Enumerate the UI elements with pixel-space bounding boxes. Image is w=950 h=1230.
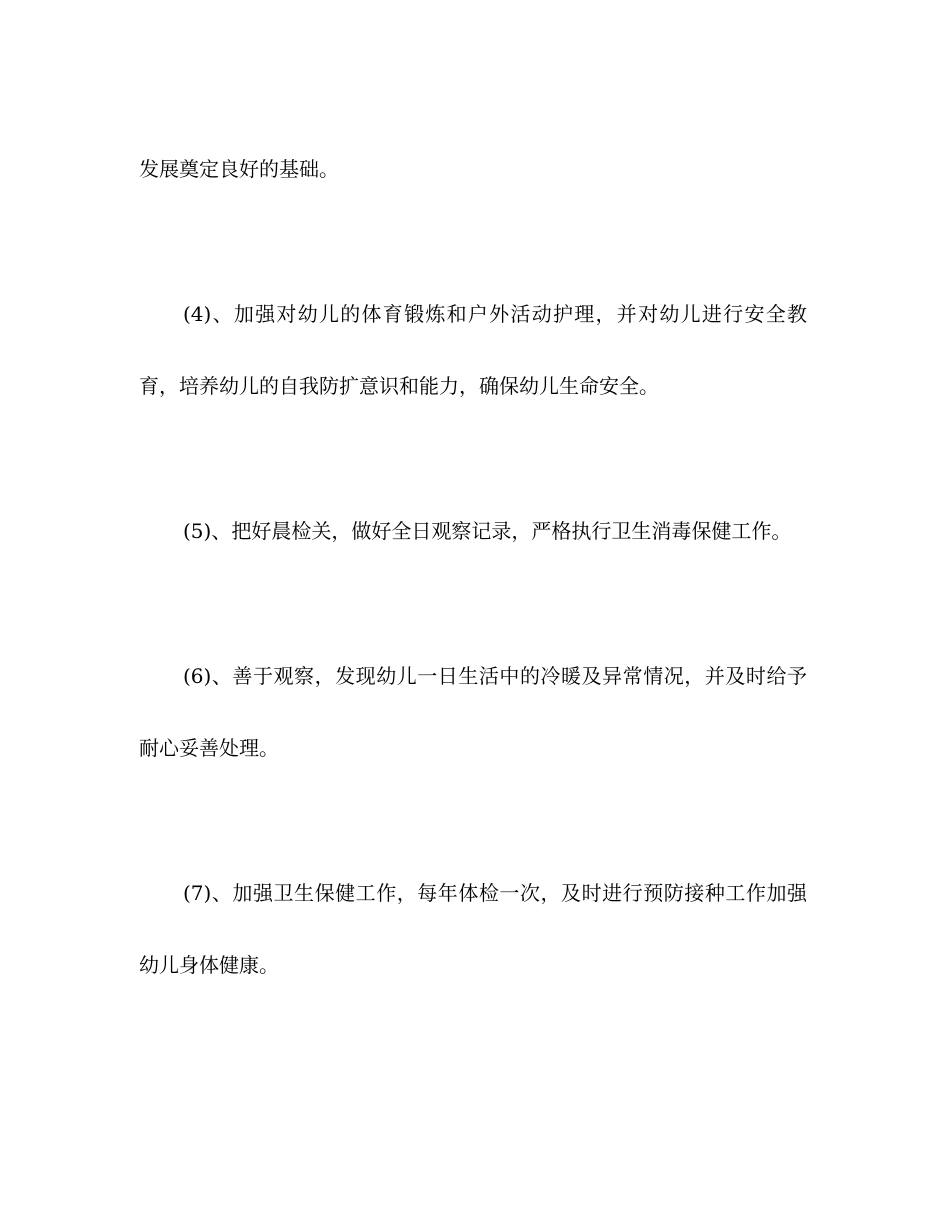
paragraph-item-4: (4)、加强对幼儿的体育锻炼和户外活动护理，并对幼儿进行安全教育，培养幼儿的自我防扩意识和能力，确保幼儿生命安全。 xyxy=(139,302,807,398)
paragraph-item-7: (7)、加强卫生保健工作，每年体检一次，及时进行预防接种工作加强幼儿身体健康。 xyxy=(139,881,807,977)
paragraph-continuation: 发展奠定良好的基础。 xyxy=(139,157,339,181)
paragraph-item-5: (5)、把好晨检关，做好全日观察记录，严格执行卫生消毒保健工作。 xyxy=(183,519,792,543)
document-body xyxy=(139,133,807,1001)
paragraph-item-6: (6)、善于观察，发现幼儿一日生活中的冷暖及异常情况，并及时给予耐心妥善处理。 xyxy=(139,664,807,760)
